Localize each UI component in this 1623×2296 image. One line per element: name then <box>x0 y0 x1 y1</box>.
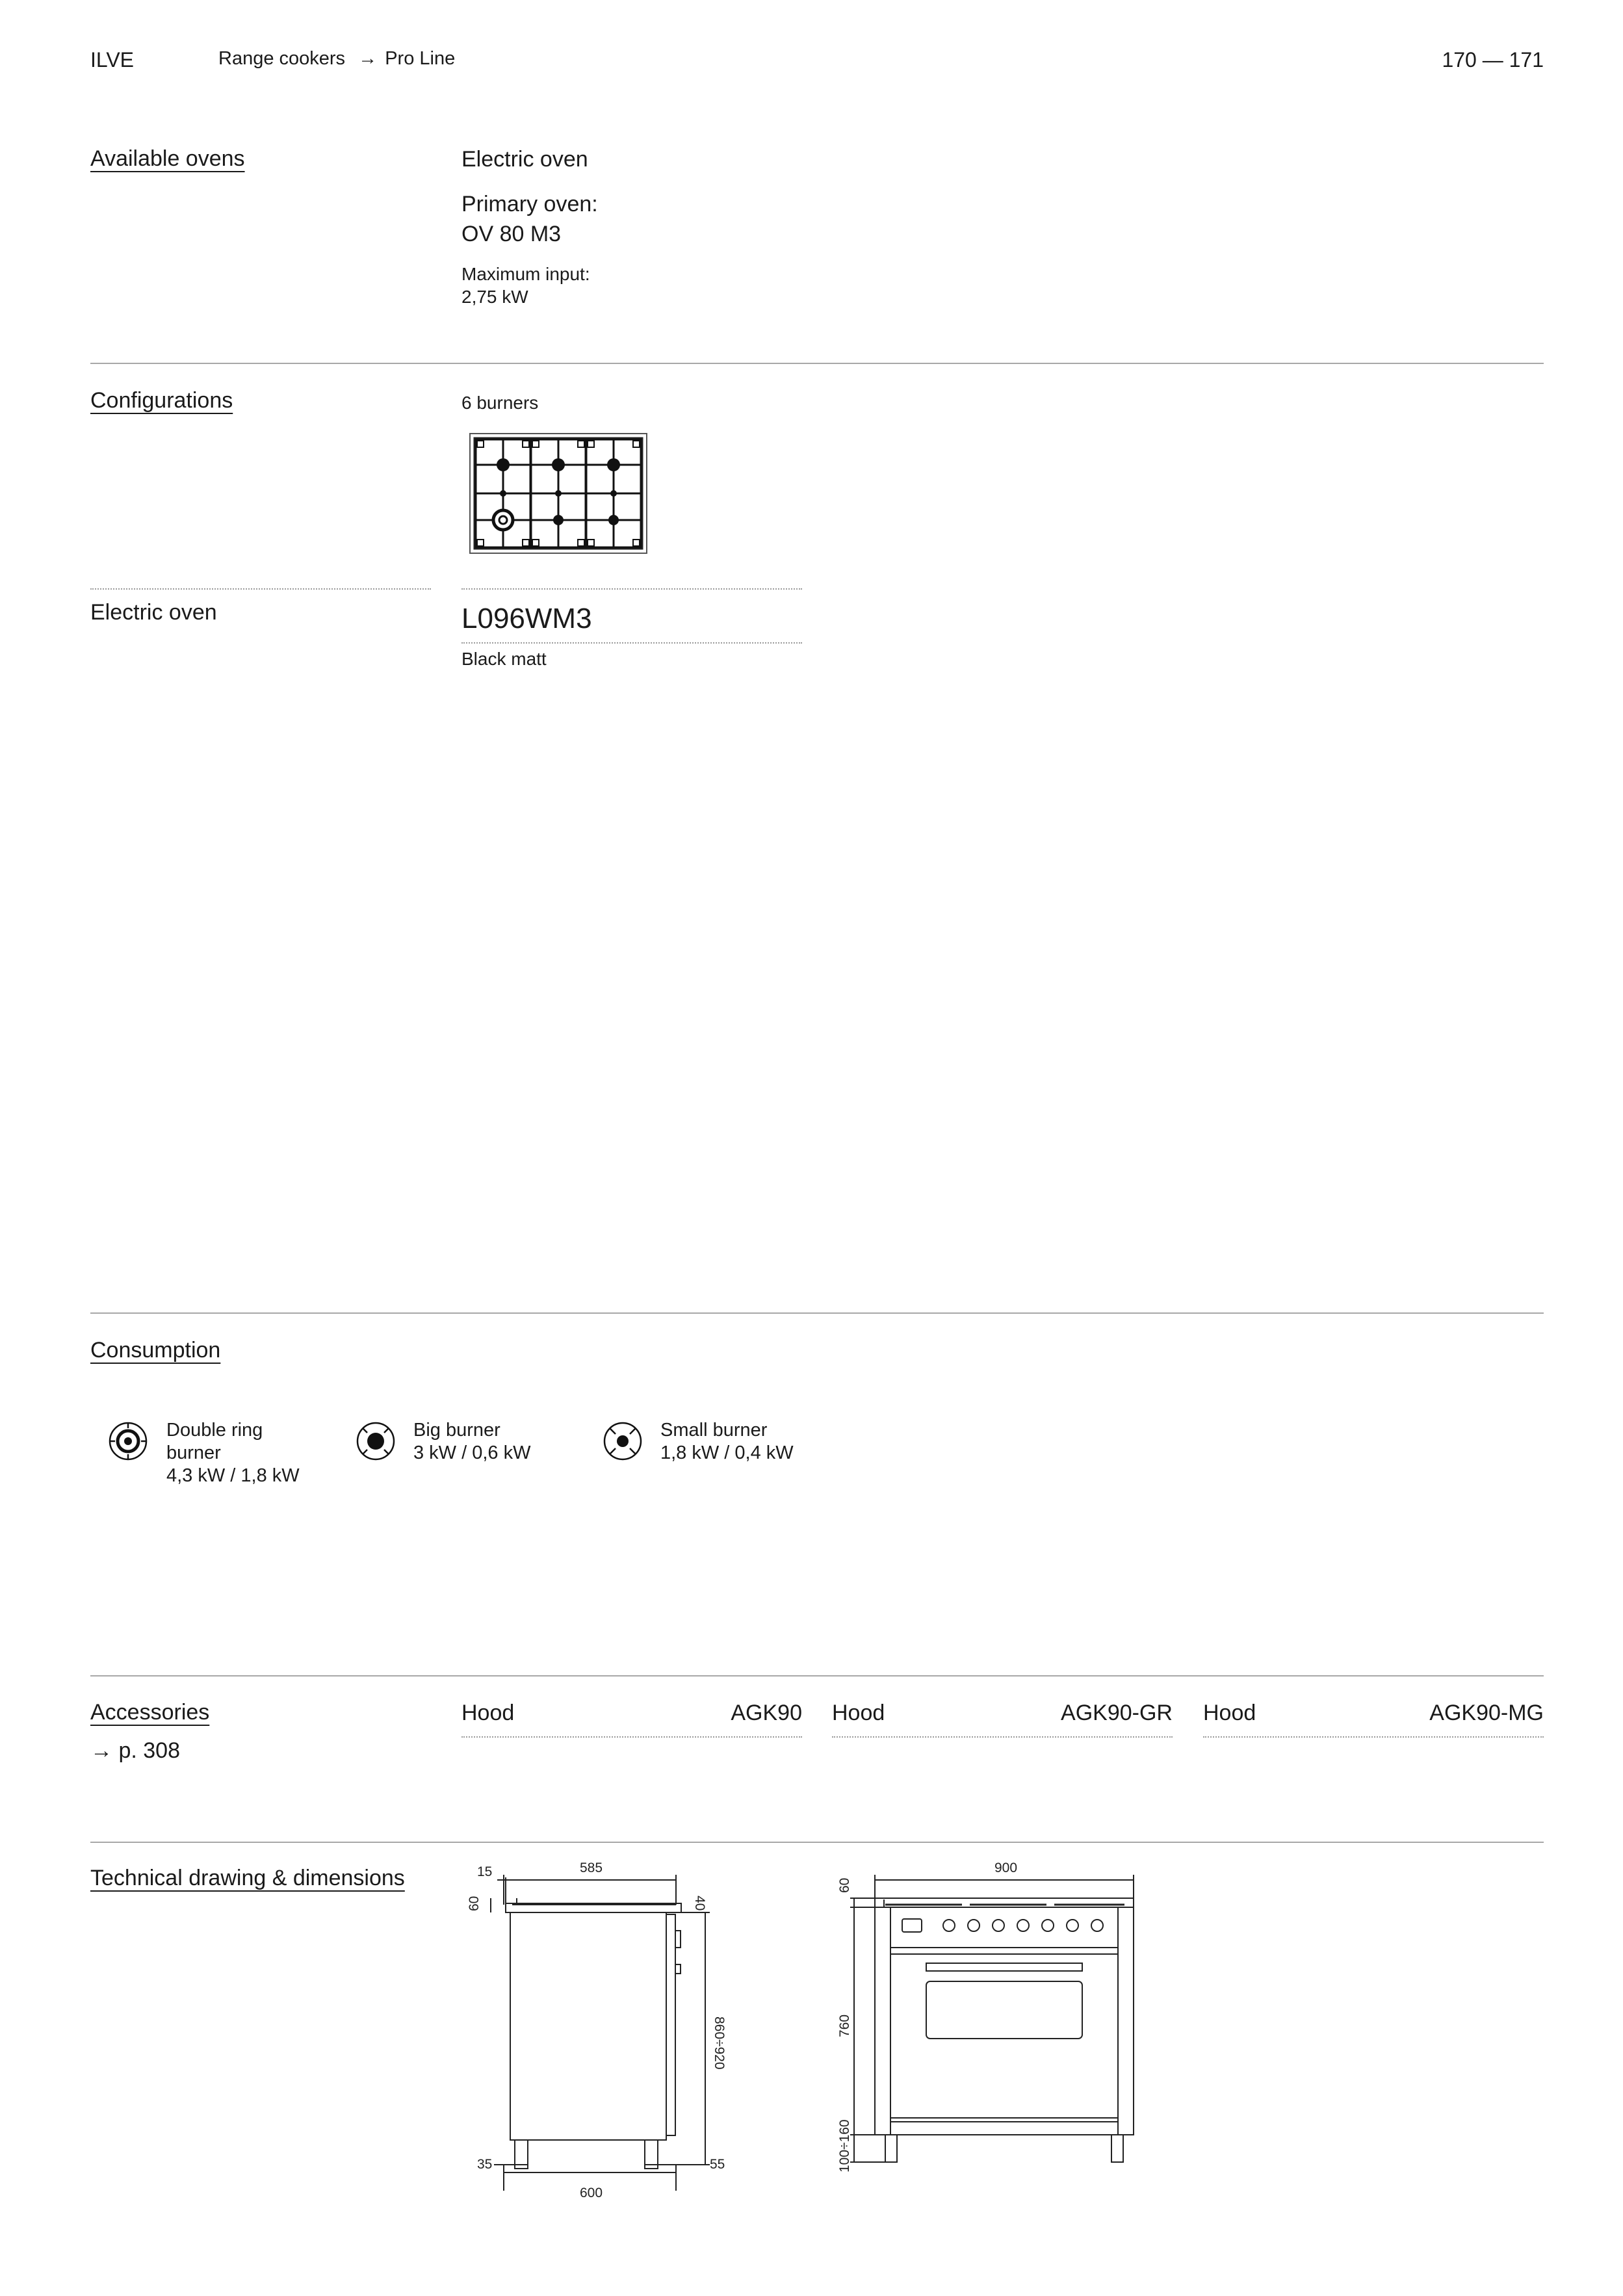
row-divider <box>461 642 802 644</box>
accessories-heading: Accessories <box>90 1700 210 1725</box>
consumption-item <box>166 1419 300 1487</box>
section-divider <box>90 1842 1544 1843</box>
breadcrumb-page[interactable]: Pro Line <box>385 48 456 69</box>
row-divider <box>461 588 802 590</box>
dimension-label: 35 <box>477 2157 493 2172</box>
dimension-label: 760 <box>837 2014 852 2037</box>
small-burner-icon <box>603 1421 643 1461</box>
configurations-heading: Configurations <box>90 388 233 413</box>
side-view-drawing <box>455 1853 754 2200</box>
accessory-code: AGK90-GR <box>1061 1701 1173 1725</box>
accessory-code: AGK90-MG <box>1429 1701 1544 1725</box>
big-burner-icon <box>356 1421 396 1461</box>
accessories-page-link[interactable]: → p. 308 <box>90 1738 180 1763</box>
burner-name: Double ring <box>166 1420 263 1441</box>
accessory-name: Hood <box>832 1701 885 1725</box>
consumption-item <box>413 1419 530 1465</box>
dimension-label: 600 <box>580 2185 603 2200</box>
burner-name-cont: burner <box>166 1442 221 1463</box>
burner-power: 4,3 kW / 1,8 kW <box>166 1465 300 1486</box>
burners-count-label: 6 burners <box>461 393 539 413</box>
arrow-right-icon: → <box>358 48 378 69</box>
max-input-label: Maximum input: <box>461 264 590 284</box>
row-divider <box>461 1736 802 1738</box>
accessory-name: Hood <box>1203 1701 1256 1725</box>
dimension-label: 860÷920 <box>712 2016 727 2070</box>
available-ovens-heading: Available ovens <box>90 146 245 171</box>
brand-name: ILVE <box>90 48 134 72</box>
model-code: L096WM3 <box>461 603 592 634</box>
max-input-value: 2,75 kW <box>461 287 528 307</box>
finish-label: Black matt <box>461 649 547 669</box>
accessory-name: Hood <box>461 1701 515 1725</box>
section-divider <box>90 1312 1544 1314</box>
primary-oven-label: Primary oven: <box>461 192 598 216</box>
electric-oven-row-label: Electric oven <box>90 600 217 625</box>
section-divider <box>90 363 1544 364</box>
burner-power: 1,8 kW / 0,4 kW <box>660 1442 794 1463</box>
breadcrumb-section[interactable]: Range cookers <box>218 48 346 69</box>
accessory-code: AGK90 <box>731 1701 802 1725</box>
technical-heading: Technical drawing & dimensions <box>90 1866 405 1890</box>
dimension-label: 15 <box>477 1864 493 1879</box>
section-divider <box>90 1675 1544 1676</box>
page-numbers: 170 — 171 <box>1442 48 1544 72</box>
breadcrumb <box>218 48 455 70</box>
burner-power: 3 kW / 0,6 kW <box>413 1442 531 1463</box>
burner-name: Small burner <box>660 1420 768 1441</box>
consumption-item <box>660 1419 794 1465</box>
burner-name: Big burner <box>413 1420 500 1441</box>
dimension-label: 40 <box>692 1896 707 1911</box>
row-divider <box>90 588 431 590</box>
row-divider <box>832 1736 1173 1738</box>
primary-oven-model: OV 80 M3 <box>461 222 562 246</box>
dimension-label: 55 <box>710 2157 725 2172</box>
row-divider <box>1203 1736 1544 1738</box>
dimension-label: 100÷160 <box>837 2119 852 2172</box>
consumption-heading: Consumption <box>90 1338 221 1363</box>
dimension-label: 585 <box>580 1860 603 1875</box>
front-view-drawing <box>825 1853 1150 2178</box>
hob-layout-icon <box>469 433 647 554</box>
dimension-label: 60 <box>837 1877 852 1893</box>
dimension-label: 900 <box>994 1860 1018 1875</box>
oven-type: Electric oven <box>461 147 588 172</box>
double-ring-burner-icon <box>108 1421 148 1461</box>
dimension-label: 60 <box>467 1896 482 1911</box>
